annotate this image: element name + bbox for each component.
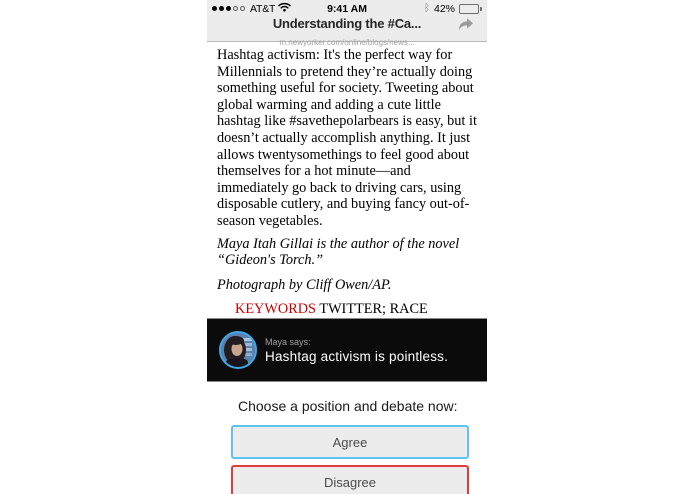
keywords-value: TWITTER; RACE	[316, 301, 428, 318]
disagree-button[interactable]: Disagree	[231, 465, 469, 494]
debate-banner	[207, 318, 487, 382]
browser-chrome	[207, 0, 487, 47]
speaker-avatar	[219, 331, 257, 369]
photo-credit: Photograph by Cliff Owen/AP.	[217, 276, 392, 293]
bluetooth-icon: ᛒ	[423, 2, 430, 14]
cta-section	[207, 382, 487, 494]
signal-strength-icon	[212, 6, 245, 11]
address-bar[interactable]	[207, 32, 487, 47]
keywords-label[interactable]: KEYWORDS	[235, 301, 317, 318]
wifi-icon	[278, 2, 291, 15]
agree-button[interactable]: Agree	[231, 425, 469, 459]
cta-prompt: Choose a position and debate now:	[238, 398, 458, 414]
battery-percent-label: 42%	[433, 2, 455, 15]
battery-icon	[459, 4, 482, 14]
status-bar	[207, 0, 487, 15]
speaker-label: Maya says:	[265, 336, 311, 347]
article-paragraph: Hashtag activism: It's the perfect way for Millennials to pretend they’re actually doing something useful for society. Tweeting about global warming and adding a cute little hashtag like #savethepolarbears is easy, but it doesn’t actually accomplish anything. It just allows twentysomethings to feel good about themselves for a hot minute—and immediately go back to driving cars, using disposable cutlery, and buying fancy out-of-season vegetables.	[217, 47, 477, 229]
share-forward-icon[interactable]	[457, 17, 475, 31]
debate-statement: Hashtag activism is pointless.	[265, 348, 449, 364]
page-title: Understanding the #Ca...	[272, 16, 422, 31]
article-content	[207, 42, 487, 318]
carrier-label: AT&T	[250, 2, 276, 15]
phone-screenshot	[207, 0, 487, 494]
author-bio: Maya Itah Gillai is the author of the novel “Gideon's Torch.”	[217, 235, 460, 269]
page-url: m.newyorker.com/online/blogs/news...	[279, 38, 415, 47]
keywords-line	[217, 301, 478, 318]
clock: 9:41 AM	[327, 2, 367, 15]
